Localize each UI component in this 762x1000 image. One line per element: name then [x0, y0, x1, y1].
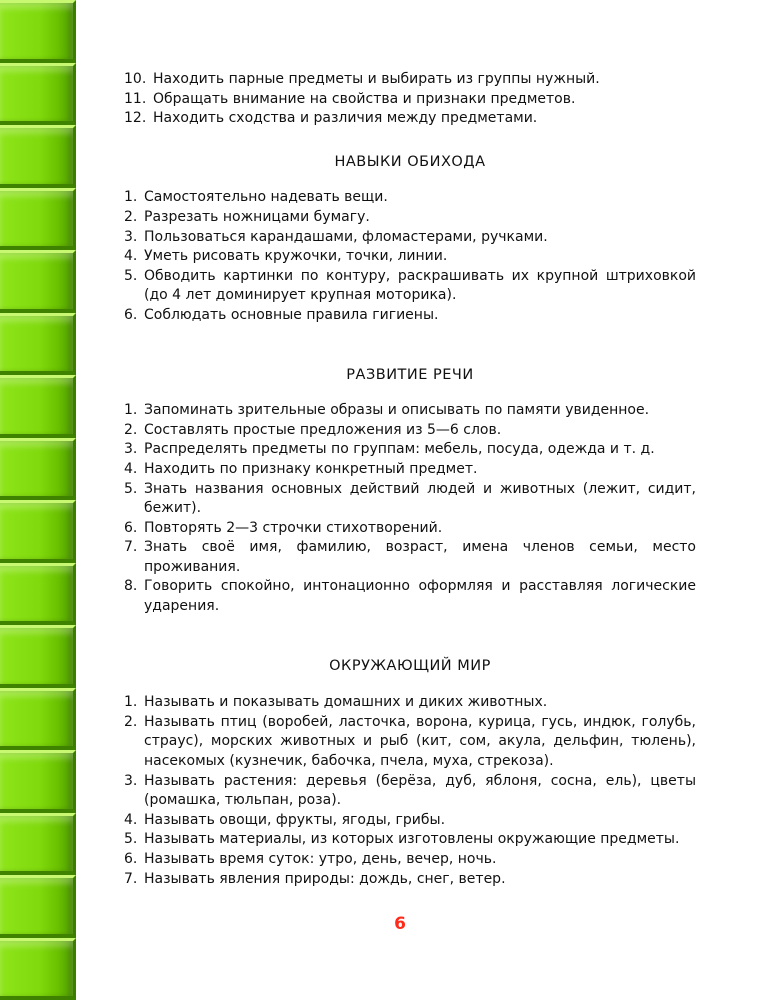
tile [0, 375, 76, 438]
list-item [124, 460, 696, 480]
tile [0, 688, 76, 751]
list-item [124, 713, 696, 772]
section-title-household-skills: НАВЫКИ ОБИХОДА [334, 153, 486, 170]
tile [0, 63, 76, 126]
item-text: Называть растения: деревья (берёза, дуб, яблоня, сосна, ель), цветы (ромашка, тюльпан, роза). [144, 772, 696, 809]
tile [0, 563, 76, 626]
list-item [124, 247, 696, 267]
tile [0, 500, 76, 563]
item-number: 5. [124, 831, 138, 848]
item-text: Распределять предметы по группам: мебель, посуда, одежда и т. д. [144, 441, 655, 458]
item-text: Обводить картинки по контуру, раскрашивать их крупной штриховкой (до 4 лет доминирует крупная моторика). [144, 267, 696, 304]
item-number: 4. [124, 248, 138, 265]
tile [0, 0, 76, 63]
tile [0, 938, 76, 1000]
page-number [0, 914, 762, 934]
item-number: 3. [124, 772, 138, 789]
intro-list [124, 70, 696, 129]
item-number: 6. [124, 851, 138, 867]
tile [0, 188, 76, 251]
item-number: 10. [124, 71, 147, 87]
item-text: Запоминать зрительные образы и описывать по памяти увиденное. [144, 402, 650, 419]
item-text: Находить по признаку конкретный предмет. [144, 460, 478, 477]
list-item [124, 208, 696, 228]
item-text: Самостоятельно надевать вещи. [144, 189, 388, 206]
tile [0, 625, 76, 688]
item-text: Знать своё имя, фамилию, возраст, имена членов семьи, место проживания. [144, 539, 696, 575]
item-number: 6. [124, 519, 138, 536]
item-number: 5. [124, 267, 138, 284]
list-item [124, 577, 696, 616]
item-text: Называть время суток: утро, день, вечер, ночь. [144, 851, 497, 867]
item-text: Пользоваться карандашами, фломастерами, ручками. [144, 228, 548, 245]
list-item [124, 850, 696, 870]
list-item [124, 70, 696, 90]
item-number: 3. [124, 228, 138, 245]
item-number: 7. [124, 870, 138, 887]
item-number: 2. [124, 208, 138, 225]
item-number: 8. [124, 578, 138, 595]
page-number-text: 6 [394, 914, 406, 934]
list-item [124, 401, 696, 421]
item-text: Называть и показывать домашних и диких животных. [144, 694, 548, 711]
list-item [124, 693, 696, 713]
list-item [124, 772, 696, 811]
item-number: 1. [124, 694, 138, 711]
tile [0, 250, 76, 313]
list-item [124, 421, 696, 441]
list-item [124, 440, 696, 460]
list-item [124, 188, 696, 208]
household-skills-list [124, 188, 696, 325]
list-item [124, 870, 696, 890]
tile [0, 125, 76, 188]
item-text: Называть птиц (воробей, ласточка, ворона, курица, гусь, индюк, голубь, страус), морских животных и рыб (кит, сом, акула, дельфин, тюлень), насекомых (кузнечик, бабочка, пчела, муха, стрекоза). [144, 713, 696, 770]
item-number: 5. [124, 480, 138, 497]
item-number: 2. [124, 421, 138, 438]
item-number: 12. [124, 110, 147, 127]
item-text: Говорить спокойно, интонационно оформляя и расставляя логические ударения. [144, 578, 696, 615]
tile [0, 750, 76, 813]
tile [0, 313, 76, 376]
item-number: 3. [124, 441, 138, 458]
item-number: 7. [124, 539, 138, 556]
section-title-speech-development: РАЗВИТИЕ РЕЧИ [346, 366, 474, 383]
tile [0, 813, 76, 876]
item-number: 2. [124, 713, 138, 730]
item-text: Соблюдать основные правила гигиены. [144, 306, 439, 323]
list-item [124, 519, 696, 539]
tile [0, 438, 76, 501]
section-title-world-around: ОКРУЖАЮЩИЙ МИР [329, 657, 491, 674]
item-text: Находить сходства и различия между предметами. [153, 110, 538, 127]
item-text: Называть овощи, фрукты, ягоды, грибы. [144, 811, 446, 828]
item-number: 1. [124, 402, 138, 419]
list-item [124, 109, 696, 129]
item-number: 1. [124, 189, 138, 206]
item-text: Уметь рисовать кружочки, точки, линии. [144, 248, 448, 265]
speech-development-list [124, 401, 696, 617]
item-text: Разрезать ножницами бумагу. [144, 208, 370, 225]
list-item [124, 90, 696, 110]
green-tile-border [0, 0, 76, 1000]
list-item [124, 811, 696, 831]
list-item [124, 228, 696, 248]
item-text: Обращать внимание на свойства и признаки предметов. [153, 90, 576, 107]
world-around-list [124, 693, 696, 889]
list-item [124, 830, 696, 850]
item-text: Составлять простые предложения из 5—6 слов. [144, 421, 502, 438]
item-text: Называть материалы, из которых изготовлены окружающие предметы. [144, 831, 680, 848]
page-content [124, 70, 696, 889]
item-number: 6. [124, 306, 138, 323]
item-text: Находить парные предметы и выбирать из группы нужный. [153, 71, 600, 87]
item-text: Повторять 2—3 строчки стихотворений. [144, 519, 443, 536]
item-number: 4. [124, 811, 138, 828]
list-item [124, 480, 696, 519]
list-item [124, 306, 696, 326]
item-text: Знать названия основных действий людей и животных (лежит, сидит, бежит). [144, 480, 696, 517]
list-item [124, 267, 696, 306]
list-item [124, 538, 696, 577]
item-number: 11. [124, 90, 147, 107]
item-text: Называть явления природы: дождь, снег, ветер. [144, 870, 506, 887]
item-number: 4. [124, 460, 138, 477]
